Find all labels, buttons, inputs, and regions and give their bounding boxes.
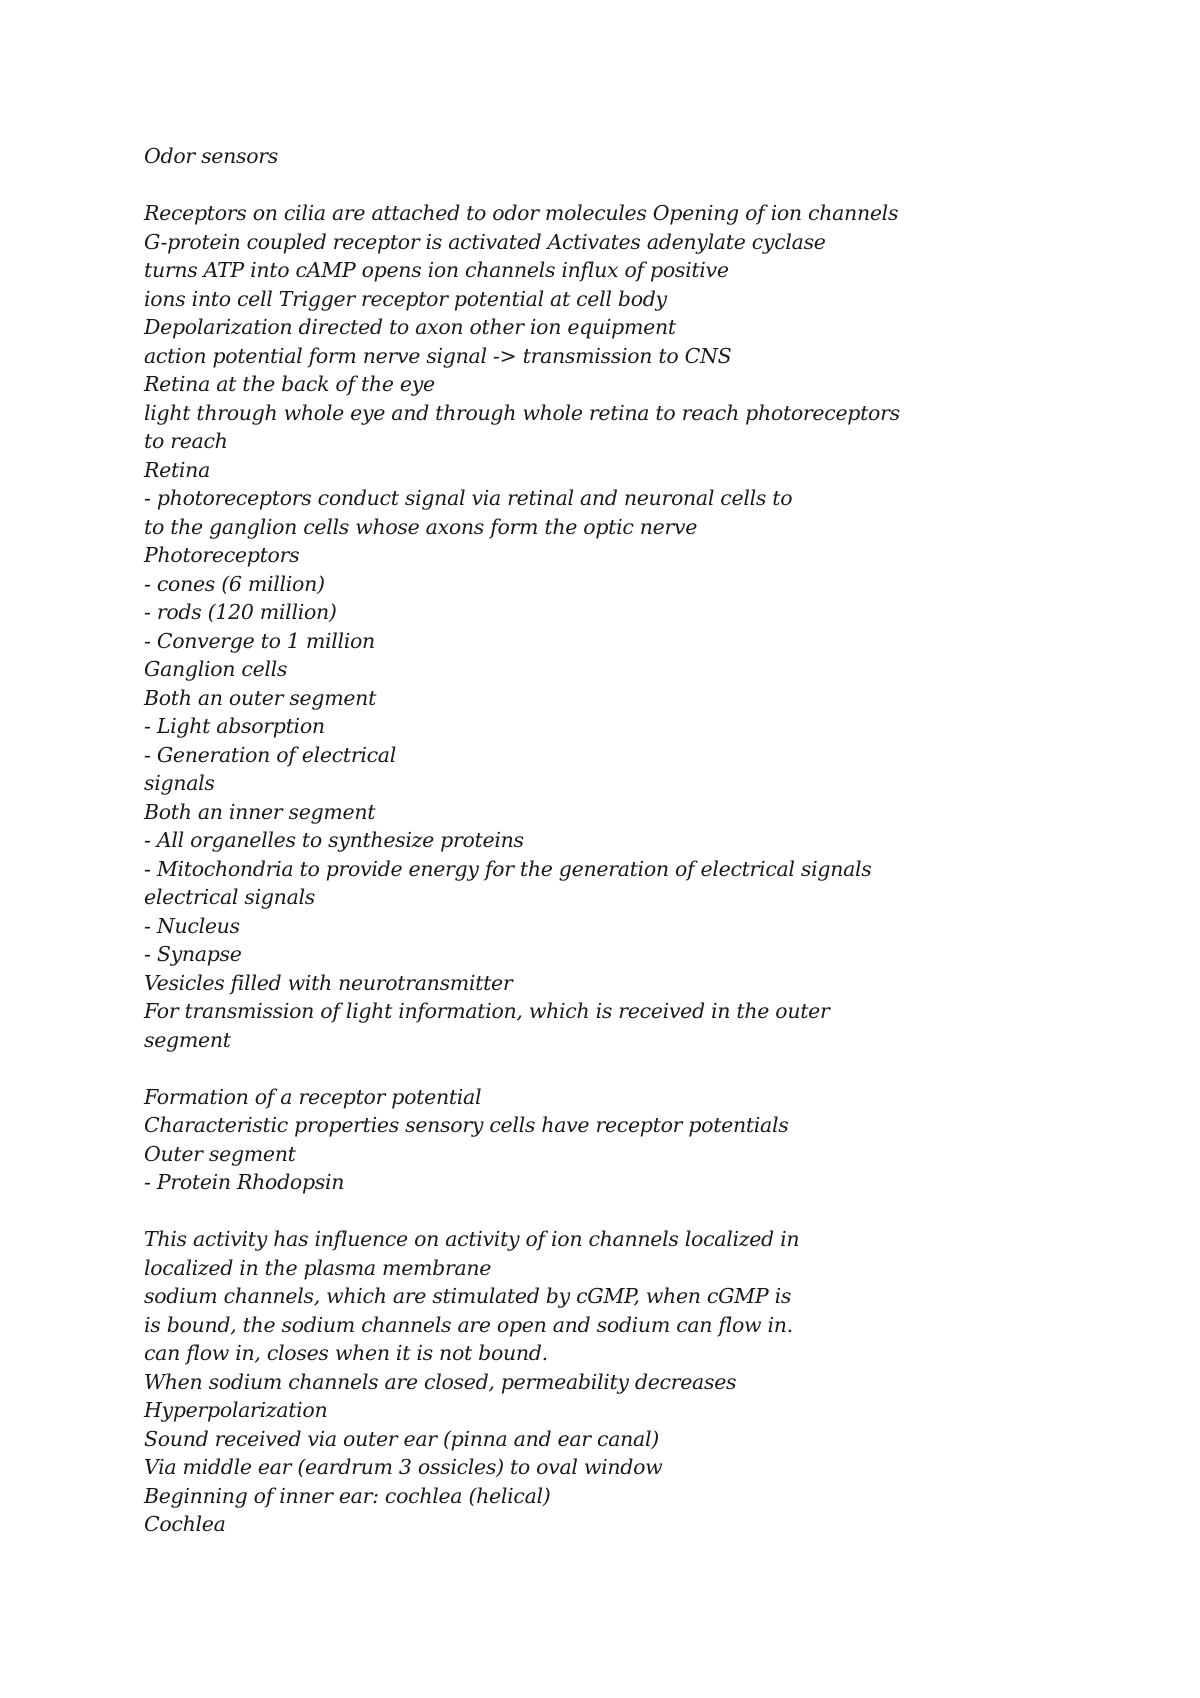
text-line: When sodium channels are closed, permeability decreases	[144, 1369, 737, 1394]
text-line: - All organelles to synthesize proteins	[144, 828, 524, 852]
text-line: - Protein Rhodopsin	[144, 1170, 345, 1194]
text-line: - Nucleus	[144, 913, 240, 938]
text-line: light through whole eye and through whole retina to reach photoreceptors	[144, 400, 900, 425]
text-line: - Converge to 1 million	[144, 628, 375, 653]
text-line: Both an outer segment	[144, 685, 377, 710]
text-line: - rods (120 million)	[144, 600, 337, 624]
text-line: turns ATP into cAMP opens ion channels influx of positive	[144, 258, 729, 282]
blank-line	[144, 1197, 1144, 1226]
document-body	[144, 142, 1144, 1539]
text-line: to reach	[144, 429, 228, 453]
text-line: Cochlea	[144, 1512, 226, 1536]
text-line: For transmission of light information, which is received in the outer	[144, 999, 830, 1023]
text-line: Hyperpolarization	[144, 1398, 328, 1422]
text-line: - cones (6 million)	[144, 571, 325, 596]
text-line: Retina at the back of the eye	[144, 372, 435, 396]
text-line: Odor sensors	[144, 144, 279, 168]
text-line: ions into cell Trigger receptor potential at cell body	[144, 286, 667, 311]
text-line: - Light absorption	[144, 714, 325, 738]
text-line: Depolarization directed to axon other ion equipment	[144, 315, 676, 339]
text-line: Characteristic properties sensory cells have receptor potentials	[144, 1113, 789, 1137]
text-line: Via middle ear (eardrum 3 ossicles) to oval window	[144, 1455, 663, 1479]
text-line: - Mitochondria to provide energy for the generation of electrical signals	[144, 856, 872, 881]
text-line: Outer segment	[144, 1141, 296, 1166]
text-line: is bound, the sodium channels are open and sodium can flow in.	[144, 1312, 793, 1337]
blank-line	[144, 1054, 1144, 1083]
text-line: sodium channels, which are stimulated by cGMP, when cGMP is	[144, 1284, 792, 1308]
text-line: can flow in, closes when it is not bound.	[144, 1341, 548, 1365]
text-line: Vesicles filled with neurotransmitter	[144, 970, 513, 995]
text-line: Retina	[144, 457, 210, 482]
text-line: action potential form nerve signal -> transmission to CNS	[144, 343, 732, 368]
text-line: segment	[144, 1027, 231, 1052]
text-line: electrical signals	[144, 885, 315, 909]
text-line: Beginning of inner ear: cochlea (helical)	[144, 1483, 551, 1508]
text-line: Formation of a receptor potential	[144, 1084, 482, 1109]
blank-line	[144, 171, 1144, 200]
text-line: - Synapse	[144, 942, 242, 966]
text-line: Receptors on cilia are attached to odor molecules Opening of ion channels	[144, 201, 899, 225]
text-line: to the ganglion cells whose axons form the optic nerve	[144, 514, 698, 539]
text-line: Photoreceptors	[144, 543, 300, 567]
text-line: - photoreceptors conduct signal via retinal and neuronal cells to	[144, 486, 793, 510]
text-line: Ganglion cells	[144, 657, 288, 681]
text-line: Sound received via outer ear (pinna and ear canal)	[144, 1426, 659, 1451]
text-line: localized in the plasma membrane	[144, 1255, 492, 1280]
text-line: G-protein coupled receptor is activated Activates adenylate cyclase	[144, 229, 826, 254]
text-line: This activity has influence on activity of ion channels localized in	[144, 1227, 800, 1251]
text-line: signals	[144, 771, 215, 795]
text-line: - Generation of electrical	[144, 742, 396, 767]
text-line: Both an inner segment	[144, 799, 376, 824]
